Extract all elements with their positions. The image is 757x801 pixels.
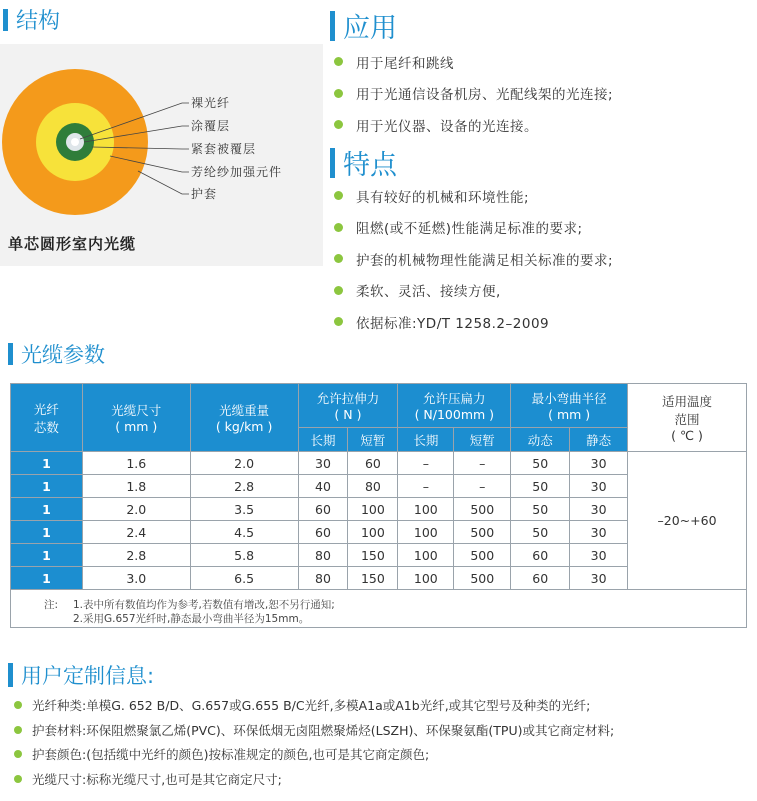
header-tensile-long-term: 长期 [298,428,348,452]
header-core-count: 光纤 芯数 [11,384,83,452]
fiber-center [71,138,79,146]
layer-label-buffer: 紧套被覆层 [191,142,257,156]
list-item: 护套颜色:(包括缆中光纤的颜色)按标准规定的颜色,也可是其它商定颜色; [14,742,614,767]
bullet-icon [334,254,343,263]
temperature-range-value: –20~+60 [628,452,747,590]
heading-bar [330,148,335,178]
custom-title: 用户定制信息: [21,664,155,688]
bullet-icon [334,223,343,232]
bullet-icon [14,701,22,709]
list-item: 护套的机械物理性能满足相关标准的要求; [334,243,613,275]
table-row: 1 1.8 2.8 40 80 – – 50 30 [11,475,747,498]
list-item: 光纤种类:单模G. 652 B/D、G.657或G.655 B/C光纤,多模A1a或A1b光纤,或其它型号及种类的光纤; [14,693,614,718]
list-item: 用于光通信设备机房、光配线架的光连接; [334,78,613,110]
list-item: 用于尾纤和跳线 [334,46,613,78]
list-item: 护套材料:环保阻燃聚氯乙烯(PVC)、环保低烟无卤阻燃聚烯烃(LSZH)、环保聚氨酯(TPU)或其它商定材料; [14,718,614,743]
list-item: 光缆尺寸:标称光缆尺寸,也可是其它商定尺寸; [14,767,614,792]
parameter-table [10,383,747,590]
list-item: 用于光仪器、设备的光连接。 [334,109,613,141]
header-cable-size: 光缆尺寸 ( mm ) [82,384,190,452]
header-crush-load: 允许压扁力 ( N/100mm ) [398,384,511,428]
bullet-icon [14,775,22,783]
header-bend-radius: 最小弯曲半径 ( mm ) [511,384,628,428]
bullet-icon [334,120,343,129]
params-heading [8,339,105,369]
table-row: 1 1.6 2.0 30 60 – – 50 30 –20~+60 [11,452,747,475]
bullet-icon [334,317,343,326]
header-bend-static: 静态 [570,428,628,452]
bullet-icon [334,57,343,66]
note-label: 注: [44,599,59,611]
bullet-icon [334,286,343,295]
application-heading [330,6,397,45]
layer-label-aramid: 芳纶纱加强元件 [191,165,283,179]
list-item: 阻燃(或不延燃)性能满足标准的要求; [334,212,613,244]
heading-bar [8,663,13,687]
header-tensile-short-term: 短暂 [348,428,398,452]
header-tensile-load: 允许拉伸力 ( N ) [298,384,398,428]
bullet-icon [14,750,22,758]
list-item: 依据标准:YD/T 1258.2–2009 [334,306,613,338]
list-item: 具有较好的机械和环境性能; [334,180,613,212]
structure-caption: 单芯圆形室内光缆 [8,235,137,253]
table-row: 1 2.4 4.5 60 100 100 500 50 30 [11,521,747,544]
bullet-icon [14,726,22,734]
features-list [334,180,613,338]
layer-label-coating: 涂覆层 [191,119,231,133]
heading-bar [8,343,13,365]
heading-bar [330,11,335,41]
features-title: 特点 [343,150,397,181]
header-crush-short-term: 短暂 [454,428,511,452]
header-bend-dynamic: 动态 [511,428,570,452]
layer-label-jacket: 护套 [191,187,218,201]
params-title: 光缆参数 [21,343,105,367]
structure-title: 结构 [16,9,61,34]
features-heading [330,143,397,182]
table-row: 1 2.0 3.5 60 100 100 500 50 30 [11,498,747,521]
table-row: 1 2.8 5.8 80 150 100 500 60 30 [11,544,747,567]
table-notes [10,589,747,628]
application-title: 应用 [343,13,397,44]
custom-info-list [14,693,614,791]
heading-bar [3,9,8,31]
header-crush-long-term: 长期 [398,428,454,452]
application-list [334,46,613,141]
table-row: 1 3.0 6.5 80 150 100 500 60 30 [11,567,747,590]
header-temperature-range: 适用温度 范围 ( ℃ ) [628,384,747,452]
list-item: 柔软、灵活、接续方便, [334,275,613,307]
layer-label-fiber: 裸光纤 [191,96,231,110]
header-cable-weight: 光缆重量 ( kg/km ) [190,384,298,452]
bullet-icon [334,191,343,200]
structure-heading [3,4,60,35]
note-line-1: 1.表中所有数值均作为参考,若数值有增改,恕不另行通知; [73,599,335,611]
custom-heading [8,660,154,690]
leader-line-jacket [138,171,189,194]
note-line-2: 2.采用G.657光纤时,静态最小弯曲半径为15mm。 [73,613,310,625]
bullet-icon [334,89,343,98]
